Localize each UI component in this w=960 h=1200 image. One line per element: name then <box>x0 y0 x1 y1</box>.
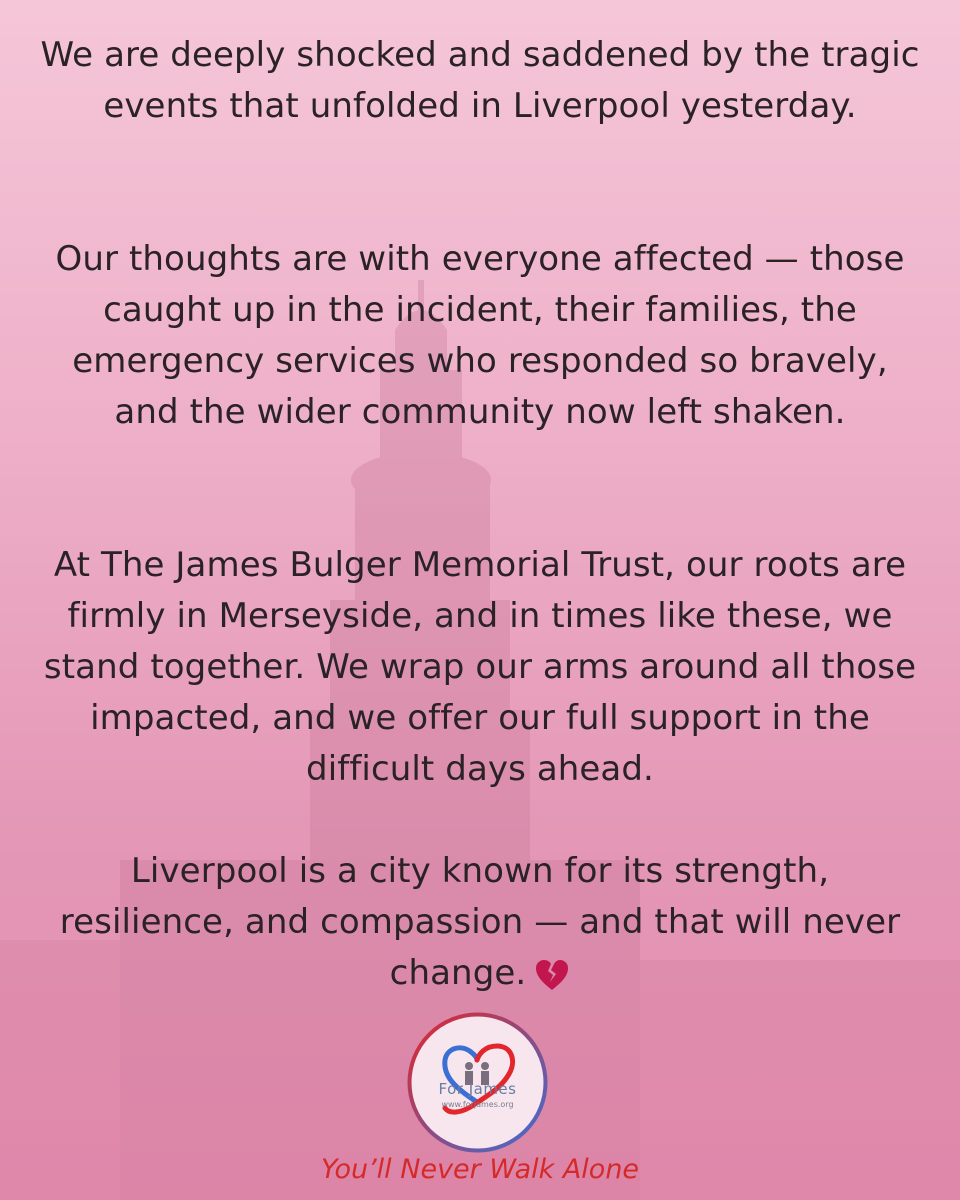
logo-name: For James <box>438 1080 517 1098</box>
paragraph-3: At The James Bulger Memorial Trust, our roots are firmly in Merseyside, and in times like these, we stand together. We wrap our arms around all those impacted, and we offer our full support in the difficult days ahead. <box>43 545 917 789</box>
paragraph-4 <box>40 846 920 999</box>
tagline: You’ll Never Walk Alone <box>320 1154 640 1185</box>
paragraph-4-text: Liverpool is a city known for its strength, resilience, and compassion — and that will never change. <box>59 851 901 993</box>
logo-url: www.forjames.org <box>441 1100 514 1109</box>
paragraph-2: Our thoughts are with everyone affected — those caught up in the incident, their families, the emergency services who responded so bravely, and the wider community now left shaken. <box>55 239 905 432</box>
broken-heart-icon <box>534 958 570 992</box>
paragraph-1: We are deeply shocked and saddened by the tragic events that unfolded in Liverpool yesterday. <box>40 35 920 126</box>
